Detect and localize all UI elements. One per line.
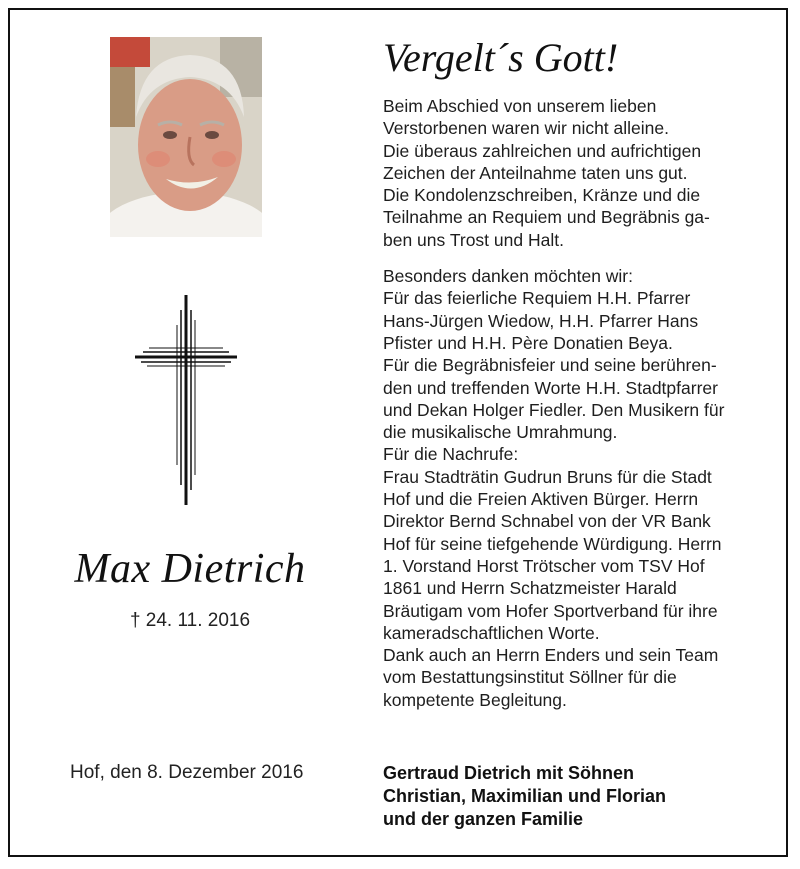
portrait-photo	[110, 37, 262, 237]
text-line: Hof für seine tiefgehende Würdigung. Herrn	[383, 533, 722, 554]
death-date: † 24. 11. 2016	[129, 610, 251, 631]
text-line: ben uns Trost und Halt.	[383, 229, 564, 250]
text-line: den und treffenden Worte H.H. Stadtpfarrer	[383, 377, 718, 398]
text-line: 1. Vorstand Horst Trötscher vom TSV Hof	[383, 555, 705, 576]
text-line: und Dekan Holger Fiedler. Den Musikern für	[383, 399, 725, 420]
thank-you-text	[383, 95, 778, 711]
intro-paragraph	[383, 95, 778, 251]
text-line: Frau Stadträtin Gudrun Bruns für die Stadt	[383, 466, 712, 487]
text-line: Bräutigam vom Hofer Sportverband für ihre	[383, 600, 718, 621]
text-line: Für das feierliche Requiem H.H. Pfarrer	[383, 288, 691, 309]
text-line: vom Bestattungsinstitut Söllner für die	[383, 667, 677, 688]
signers	[383, 762, 778, 831]
text-line: Zeichen der Anteilnahme taten uns gut.	[383, 162, 688, 183]
text-line: Beim Abschied von unserem lieben	[383, 96, 657, 116]
page-title: Vergelt´s Gott!	[383, 35, 619, 80]
text-line: Die überaus zahlreichen und aufrichtigen	[383, 140, 702, 161]
text-line: Für die Nachrufe:	[383, 444, 519, 465]
text-line: kompetente Begleitung.	[383, 689, 567, 710]
place-date: Hof, den 8. Dezember 2016	[70, 762, 304, 783]
deceased-name: Max Dietrich	[74, 546, 306, 592]
text-line: Dank auch an Herrn Enders und sein Team	[383, 645, 719, 666]
text-line: Verstorbenen waren wir nicht alleine.	[383, 118, 669, 139]
text-line: Die Kondolenzschreiben, Kränze und die	[383, 185, 701, 206]
text-line: Direktor Bernd Schnabel von der VR Bank	[383, 511, 711, 532]
thanks-paragraph	[383, 265, 778, 711]
text-line: Besonders danken möchten wir:	[383, 266, 633, 287]
signer-line: und der ganzen Familie	[383, 809, 584, 829]
text-line: Für die Begräbnisfeier und seine berühren-	[383, 355, 717, 376]
cross-icon	[135, 295, 237, 505]
signer-line: Gertraud Dietrich mit Söhnen	[383, 763, 635, 783]
text-line: kameradschaftlichen Worte.	[383, 622, 600, 643]
text-line: die musikalische Umrahmung.	[383, 422, 618, 443]
text-line: Hans-Jürgen Wiedow, H.H. Pfarrer Hans	[383, 310, 699, 331]
text-line: Pfister und H.H. Père Donatien Beya.	[383, 332, 673, 353]
text-line: Hof und die Freien Aktiven Bürger. Herrn	[383, 489, 699, 510]
text-line: 1861 und Herrn Schatzmeister Harald	[383, 578, 677, 599]
text-line: Teilnahme an Requiem und Begräbnis ga-	[383, 207, 710, 228]
signer-line: Christian, Maximilian und Florian	[383, 786, 667, 806]
